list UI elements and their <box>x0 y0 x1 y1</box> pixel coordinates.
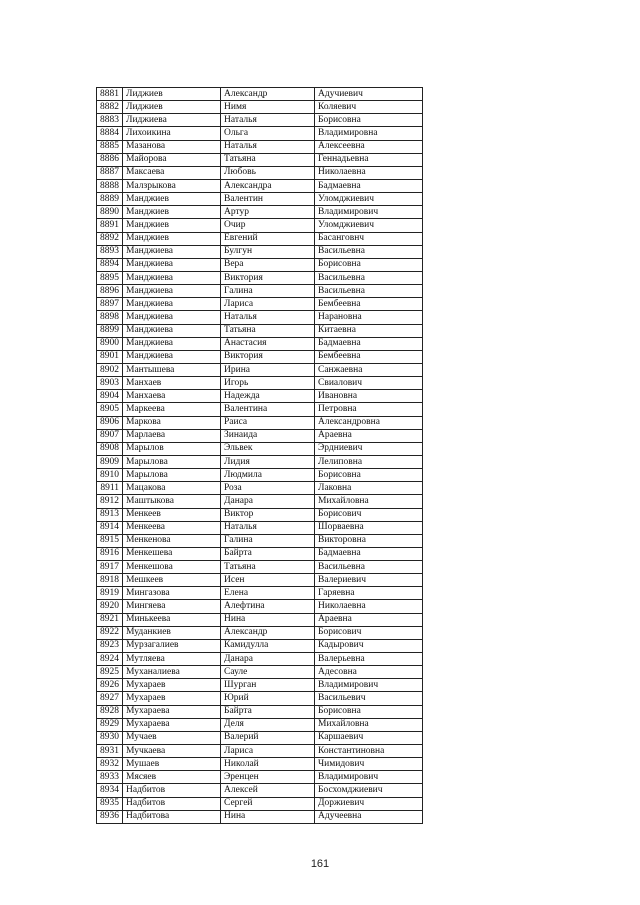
patronymic-cell: Николаевна <box>315 600 423 613</box>
table-row <box>97 350 423 363</box>
patronymic-cell: Араевна <box>315 613 423 626</box>
table-row <box>97 363 423 376</box>
first-name-cell: Байрта <box>221 705 315 718</box>
row-number-cell: 8934 <box>97 784 123 797</box>
row-number-cell: 8918 <box>97 574 123 587</box>
row-number-cell: 8908 <box>97 442 123 455</box>
patronymic-cell: Васильевна <box>315 561 423 574</box>
patronymic-cell: Михайловна <box>315 495 423 508</box>
patronymic-cell: Адучеевна <box>315 810 423 823</box>
row-number-cell: 8904 <box>97 390 123 403</box>
first-name-cell: Шурган <box>221 679 315 692</box>
table-row <box>97 718 423 731</box>
first-name-cell: Ирина <box>221 363 315 376</box>
row-number-cell: 8911 <box>97 482 123 495</box>
last-name-cell: Манджиева <box>123 245 221 258</box>
table-row <box>97 88 423 101</box>
first-name-cell: Деля <box>221 718 315 731</box>
row-number-cell: 8915 <box>97 534 123 547</box>
last-name-cell: Мухараев <box>123 679 221 692</box>
last-name-cell: Надбитов <box>123 797 221 810</box>
first-name-cell: Эренцен <box>221 771 315 784</box>
patronymic-cell: Адучиевич <box>315 88 423 101</box>
first-name-cell: Людмила <box>221 469 315 482</box>
first-name-cell: Лариса <box>221 298 315 311</box>
patronymic-cell: Араевна <box>315 429 423 442</box>
first-name-cell: Сергей <box>221 797 315 810</box>
patronymic-cell: Борисовна <box>315 258 423 271</box>
patronymic-cell: Лелиповна <box>315 455 423 468</box>
row-number-cell: 8903 <box>97 377 123 390</box>
first-name-cell: Наталья <box>221 140 315 153</box>
last-name-cell: Манджиев <box>123 193 221 206</box>
last-name-cell: Менкеева <box>123 521 221 534</box>
patronymic-cell: Каршаевич <box>315 731 423 744</box>
row-number-cell: 8926 <box>97 679 123 692</box>
first-name-cell: Лидия <box>221 455 315 468</box>
last-name-cell: Мазанова <box>123 140 221 153</box>
row-number-cell: 8924 <box>97 653 123 666</box>
table-row <box>97 784 423 797</box>
table-row <box>97 455 423 468</box>
patronymic-cell: Николаевна <box>315 166 423 179</box>
patronymic-cell: Кадырович <box>315 639 423 652</box>
row-number-cell: 8929 <box>97 718 123 731</box>
first-name-cell: Галина <box>221 285 315 298</box>
table-row <box>97 547 423 560</box>
table-row <box>97 666 423 679</box>
last-name-cell: Мучаев <box>123 731 221 744</box>
patronymic-cell: Доржиевич <box>315 797 423 810</box>
last-name-cell: Мацакова <box>123 482 221 495</box>
patronymic-cell: Бадмаевна <box>315 337 423 350</box>
last-name-cell: Манджиева <box>123 350 221 363</box>
table-row <box>97 324 423 337</box>
patronymic-cell: Китаевна <box>315 324 423 337</box>
last-name-cell: Муханалиева <box>123 666 221 679</box>
first-name-cell: Любовь <box>221 166 315 179</box>
last-name-cell: Марылова <box>123 469 221 482</box>
last-name-cell: Манджиева <box>123 311 221 324</box>
patronymic-cell: Валериевич <box>315 574 423 587</box>
table-row <box>97 403 423 416</box>
table-row <box>97 298 423 311</box>
patronymic-cell: Эрдниевич <box>315 442 423 455</box>
table-row <box>97 337 423 350</box>
row-number-cell: 8906 <box>97 416 123 429</box>
row-number-cell: 8933 <box>97 771 123 784</box>
first-name-cell: Анастасия <box>221 337 315 350</box>
first-name-cell: Нимя <box>221 101 315 114</box>
first-name-cell: Юрий <box>221 692 315 705</box>
row-number-cell: 8895 <box>97 271 123 284</box>
table-row <box>97 653 423 666</box>
first-name-cell: Вера <box>221 258 315 271</box>
patronymic-cell: Петровна <box>315 403 423 416</box>
last-name-cell: Мантышева <box>123 363 221 376</box>
row-number-cell: 8928 <box>97 705 123 718</box>
last-name-cell: Надбитов <box>123 784 221 797</box>
first-name-cell: Наталья <box>221 311 315 324</box>
last-name-cell: Манджиев <box>123 219 221 232</box>
row-number-cell: 8888 <box>97 179 123 192</box>
first-name-cell: Татьяна <box>221 153 315 166</box>
last-name-cell: Мясяев <box>123 771 221 784</box>
first-name-cell: Виктор <box>221 508 315 521</box>
table-row <box>97 495 423 508</box>
first-name-cell: Наталья <box>221 521 315 534</box>
last-name-cell: Мучкаева <box>123 745 221 758</box>
row-number-cell: 8890 <box>97 206 123 219</box>
row-number-cell: 8899 <box>97 324 123 337</box>
row-number-cell: 8898 <box>97 311 123 324</box>
first-name-cell: Очир <box>221 219 315 232</box>
last-name-cell: Мурзагалиев <box>123 639 221 652</box>
row-number-cell: 8935 <box>97 797 123 810</box>
first-name-cell: Игорь <box>221 377 315 390</box>
patronymic-cell: Свиалович <box>315 377 423 390</box>
last-name-cell: Мушаев <box>123 758 221 771</box>
first-name-cell: Надежда <box>221 390 315 403</box>
table-row <box>97 416 423 429</box>
table-row <box>97 797 423 810</box>
table-row <box>97 758 423 771</box>
row-number-cell: 8920 <box>97 600 123 613</box>
names-table-body <box>97 88 423 824</box>
first-name-cell: Татьяна <box>221 561 315 574</box>
first-name-cell: Алефтина <box>221 600 315 613</box>
first-name-cell: Виктория <box>221 271 315 284</box>
table-row <box>97 101 423 114</box>
table-row <box>97 166 423 179</box>
table-row <box>97 482 423 495</box>
patronymic-cell: Викторовна <box>315 534 423 547</box>
first-name-cell: Сауле <box>221 666 315 679</box>
patronymic-cell: Босхомджиевич <box>315 784 423 797</box>
patronymic-cell: Геннадьевна <box>315 153 423 166</box>
first-name-cell: Исен <box>221 574 315 587</box>
last-name-cell: Менкешова <box>123 561 221 574</box>
row-number-cell: 8921 <box>97 613 123 626</box>
row-number-cell: 8887 <box>97 166 123 179</box>
last-name-cell: Манхаева <box>123 390 221 403</box>
first-name-cell: Камидулла <box>221 639 315 652</box>
table-row <box>97 179 423 192</box>
last-name-cell: Мухараев <box>123 692 221 705</box>
last-name-cell: Манджиева <box>123 271 221 284</box>
row-number-cell: 8931 <box>97 745 123 758</box>
row-number-cell: 8902 <box>97 363 123 376</box>
first-name-cell: Лариса <box>221 745 315 758</box>
last-name-cell: Манджиева <box>123 298 221 311</box>
first-name-cell: Байрта <box>221 547 315 560</box>
first-name-cell: Данара <box>221 653 315 666</box>
table-row <box>97 127 423 140</box>
table-row <box>97 692 423 705</box>
row-number-cell: 8894 <box>97 258 123 271</box>
table-row <box>97 232 423 245</box>
patronymic-cell: Нарановна <box>315 311 423 324</box>
table-row <box>97 574 423 587</box>
row-number-cell: 8923 <box>97 639 123 652</box>
table-row <box>97 429 423 442</box>
row-number-cell: 8881 <box>97 88 123 101</box>
row-number-cell: 8909 <box>97 455 123 468</box>
patronymic-cell: Александровна <box>315 416 423 429</box>
table-row <box>97 140 423 153</box>
last-name-cell: Манджиева <box>123 324 221 337</box>
row-number-cell: 8914 <box>97 521 123 534</box>
first-name-cell: Нина <box>221 810 315 823</box>
last-name-cell: Менкеев <box>123 508 221 521</box>
last-name-cell: Манджиев <box>123 232 221 245</box>
row-number-cell: 8919 <box>97 587 123 600</box>
last-name-cell: Манджиева <box>123 285 221 298</box>
row-number-cell: 8885 <box>97 140 123 153</box>
row-number-cell: 8886 <box>97 153 123 166</box>
row-number-cell: 8913 <box>97 508 123 521</box>
first-name-cell: Зинаида <box>221 429 315 442</box>
last-name-cell: Малзрыкова <box>123 179 221 192</box>
first-name-cell: Алексей <box>221 784 315 797</box>
row-number-cell: 8917 <box>97 561 123 574</box>
last-name-cell: Манджиева <box>123 258 221 271</box>
patronymic-cell: Лаковна <box>315 482 423 495</box>
table-row <box>97 745 423 758</box>
patronymic-cell: Бембеевна <box>315 298 423 311</box>
table-row <box>97 731 423 744</box>
patronymic-cell: Уломджиевич <box>315 193 423 206</box>
table-row <box>97 534 423 547</box>
last-name-cell: Манхаев <box>123 377 221 390</box>
row-number-cell: 8882 <box>97 101 123 114</box>
table-row <box>97 508 423 521</box>
patronymic-cell: Борисовна <box>315 705 423 718</box>
last-name-cell: Маштыкова <box>123 495 221 508</box>
table-row <box>97 219 423 232</box>
patronymic-cell: Борисович <box>315 626 423 639</box>
first-name-cell: Наталья <box>221 114 315 127</box>
last-name-cell: Менкешева <box>123 547 221 560</box>
first-name-cell: Валентин <box>221 193 315 206</box>
patronymic-cell: Ивановна <box>315 390 423 403</box>
patronymic-cell: Васильевна <box>315 245 423 258</box>
row-number-cell: 8883 <box>97 114 123 127</box>
last-name-cell: Мешкеев <box>123 574 221 587</box>
first-name-cell: Александра <box>221 179 315 192</box>
table-row <box>97 258 423 271</box>
table-row <box>97 193 423 206</box>
last-name-cell: Марылов <box>123 442 221 455</box>
row-number-cell: 8936 <box>97 810 123 823</box>
last-name-cell: Лиджиева <box>123 114 221 127</box>
patronymic-cell: Уломджиевич <box>315 219 423 232</box>
patronymic-cell: Санжаевна <box>315 363 423 376</box>
patronymic-cell: Коляевич <box>315 101 423 114</box>
patronymic-cell: Адесовна <box>315 666 423 679</box>
row-number-cell: 8893 <box>97 245 123 258</box>
table-row <box>97 114 423 127</box>
row-number-cell: 8932 <box>97 758 123 771</box>
first-name-cell: Валерий <box>221 731 315 744</box>
row-number-cell: 8900 <box>97 337 123 350</box>
patronymic-cell: Михайловна <box>315 718 423 731</box>
row-number-cell: 8905 <box>97 403 123 416</box>
table-row <box>97 810 423 823</box>
patronymic-cell: Васильевич <box>315 692 423 705</box>
first-name-cell: Виктория <box>221 350 315 363</box>
table-row <box>97 311 423 324</box>
patronymic-cell: Борисовна <box>315 469 423 482</box>
row-number-cell: 8884 <box>97 127 123 140</box>
row-number-cell: 8901 <box>97 350 123 363</box>
first-name-cell: Булгун <box>221 245 315 258</box>
row-number-cell: 8892 <box>97 232 123 245</box>
table-row <box>97 600 423 613</box>
patronymic-cell: Бембеевна <box>315 350 423 363</box>
last-name-cell: Марылова <box>123 455 221 468</box>
table-row <box>97 587 423 600</box>
patronymic-cell: Алексеевна <box>315 140 423 153</box>
row-number-cell: 8907 <box>97 429 123 442</box>
last-name-cell: Надбитова <box>123 810 221 823</box>
row-number-cell: 8891 <box>97 219 123 232</box>
row-number-cell: 8930 <box>97 731 123 744</box>
patronymic-cell: Бадмаевна <box>315 547 423 560</box>
last-name-cell: Минькеева <box>123 613 221 626</box>
table-row <box>97 521 423 534</box>
row-number-cell: 8925 <box>97 666 123 679</box>
table-row <box>97 245 423 258</box>
first-name-cell: Галина <box>221 534 315 547</box>
patronymic-cell: Васильевна <box>315 271 423 284</box>
last-name-cell: Мухараева <box>123 718 221 731</box>
patronymic-cell: Васильевна <box>315 285 423 298</box>
last-name-cell: Майорова <box>123 153 221 166</box>
last-name-cell: Маркеева <box>123 403 221 416</box>
table-row <box>97 206 423 219</box>
first-name-cell: Валентина <box>221 403 315 416</box>
last-name-cell: Манджиева <box>123 337 221 350</box>
patronymic-cell: Владимирович <box>315 771 423 784</box>
last-name-cell: Менкенова <box>123 534 221 547</box>
table-row <box>97 377 423 390</box>
table-row <box>97 271 423 284</box>
table-row <box>97 390 423 403</box>
first-name-cell: Эльвек <box>221 442 315 455</box>
patronymic-cell: Басанговнч <box>315 232 423 245</box>
last-name-cell: Манджиев <box>123 206 221 219</box>
names-table <box>96 87 423 824</box>
patronymic-cell: Владимирович <box>315 679 423 692</box>
first-name-cell: Артур <box>221 206 315 219</box>
last-name-cell: Лиджиев <box>123 88 221 101</box>
patronymic-cell: Валерьевна <box>315 653 423 666</box>
patronymic-cell: Владимирович <box>315 206 423 219</box>
first-name-cell: Ольга <box>221 127 315 140</box>
patronymic-cell: Владимировна <box>315 127 423 140</box>
row-number-cell: 8916 <box>97 547 123 560</box>
last-name-cell: Муданкиев <box>123 626 221 639</box>
table-row <box>97 613 423 626</box>
table-row <box>97 469 423 482</box>
last-name-cell: Маркова <box>123 416 221 429</box>
patronymic-cell: Борисович <box>315 508 423 521</box>
first-name-cell: Елена <box>221 587 315 600</box>
patronymic-cell: Шорваевна <box>315 521 423 534</box>
row-number-cell: 8910 <box>97 469 123 482</box>
last-name-cell: Мингазова <box>123 587 221 600</box>
first-name-cell: Николай <box>221 758 315 771</box>
last-name-cell: Максаева <box>123 166 221 179</box>
row-number-cell: 8889 <box>97 193 123 206</box>
table-row <box>97 153 423 166</box>
table-row <box>97 561 423 574</box>
first-name-cell: Александр <box>221 88 315 101</box>
table-row <box>97 626 423 639</box>
first-name-cell: Нина <box>221 613 315 626</box>
table-row <box>97 442 423 455</box>
first-name-cell: Раиса <box>221 416 315 429</box>
patronymic-cell: Константиновна <box>315 745 423 758</box>
first-name-cell: Евгений <box>221 232 315 245</box>
row-number-cell: 8922 <box>97 626 123 639</box>
first-name-cell: Данара <box>221 495 315 508</box>
last-name-cell: Лиджиев <box>123 101 221 114</box>
patronymic-cell: Бадмаевна <box>315 179 423 192</box>
table-row <box>97 285 423 298</box>
last-name-cell: Мутляева <box>123 653 221 666</box>
row-number-cell: 8927 <box>97 692 123 705</box>
row-number-cell: 8897 <box>97 298 123 311</box>
page-number: 161 <box>310 858 330 870</box>
last-name-cell: Мингяева <box>123 600 221 613</box>
last-name-cell: Лихоикина <box>123 127 221 140</box>
table-row <box>97 679 423 692</box>
last-name-cell: Мухараева <box>123 705 221 718</box>
last-name-cell: Марлаева <box>123 429 221 442</box>
table-row <box>97 771 423 784</box>
first-name-cell: Роза <box>221 482 315 495</box>
patronymic-cell: Борисовна <box>315 114 423 127</box>
table-row <box>97 705 423 718</box>
row-number-cell: 8896 <box>97 285 123 298</box>
first-name-cell: Александр <box>221 626 315 639</box>
first-name-cell: Татьяна <box>221 324 315 337</box>
row-number-cell: 8912 <box>97 495 123 508</box>
table-row <box>97 639 423 652</box>
patronymic-cell: Гаряевна <box>315 587 423 600</box>
patronymic-cell: Чимидович <box>315 758 423 771</box>
